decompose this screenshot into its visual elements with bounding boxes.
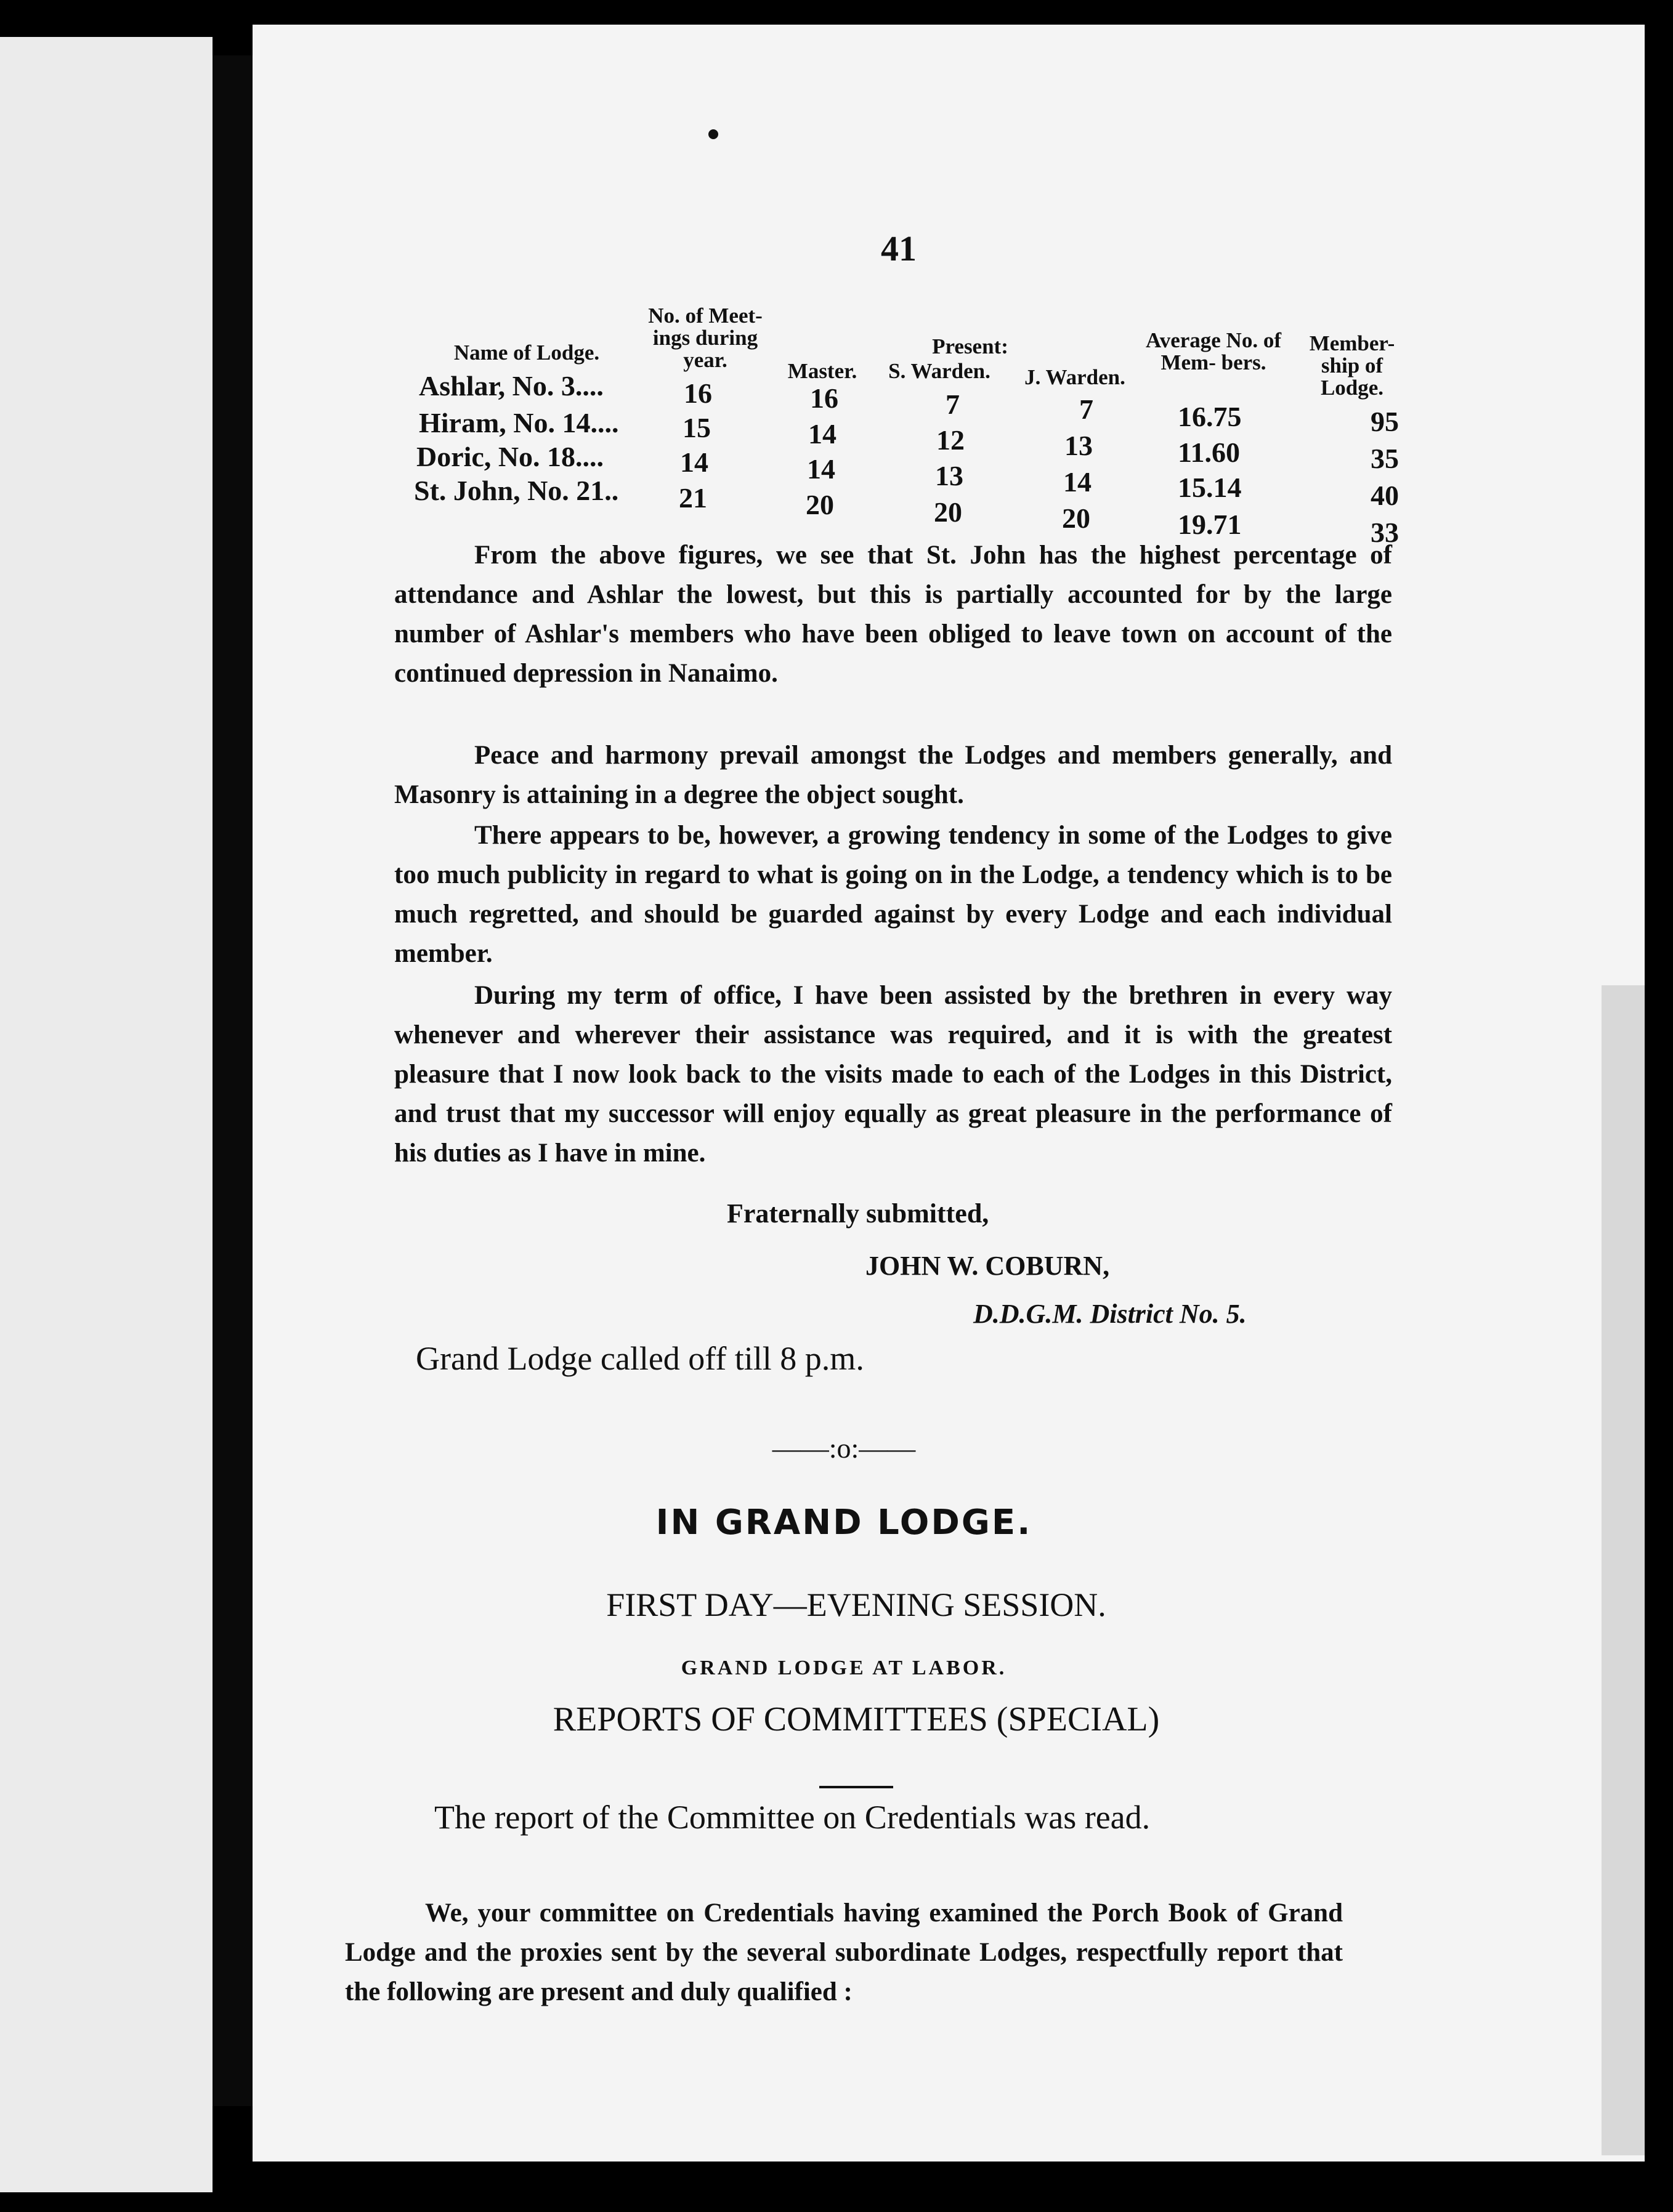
section-separator: ——:o:—— (772, 1432, 916, 1464)
paragraph-attendance: From the above figures, we see that St. John has the highest percentage of attendance and Ashlar the lowest, but this is partially accounted for by the large number of Ashlar's members who have been obliged to leave town on account of the continued depression in Nanaimo. (394, 541, 1392, 688)
row-s-warden: 7 (946, 389, 960, 420)
row-s-warden: 13 (935, 460, 963, 491)
row-name: Hiram, No. 14.... (419, 407, 619, 438)
page-number: 41 (881, 228, 917, 268)
row-master: 14 (807, 453, 835, 485)
row-master: 20 (806, 489, 834, 520)
row-j-warden: 13 (1064, 430, 1093, 461)
short-rule (819, 1786, 893, 1788)
header-j-warden: J. Warden. (1024, 365, 1125, 389)
paragraph-publicity: There appears to be, however, a growing tendency in some of the Lodges to give too much publicity in regard to what is going on in the Lodge, a tendency which is to be much regretted, and should be guarded against by every Lodge and each individual member. (394, 821, 1392, 968)
row-meetings: 15 (683, 412, 711, 443)
row-s-warden: 12 (936, 424, 965, 456)
paragraph-harmony: Peace and harmony prevail amongst the Lodges and members generally, and Masonry is attaining in a degree the object sought. (394, 741, 1392, 809)
header-s-warden: S. Warden. (888, 359, 990, 383)
row-membership: 33 (1371, 517, 1399, 548)
row-membership: 35 (1371, 443, 1399, 474)
row-j-warden: 7 (1079, 394, 1093, 425)
header-meetings: No. of Meet- ings during year. (648, 304, 763, 372)
report-read-line: The report of the Committee on Credentials was read. (434, 1799, 1151, 1836)
heading-evening-session: FIRST DAY—EVENING SESSION. (606, 1586, 1106, 1623)
row-average: 19.71 (1178, 509, 1242, 540)
row-average: 15.14 (1178, 472, 1242, 503)
row-j-warden: 14 (1063, 466, 1092, 498)
paragraph-credentials: We, your committee on Credentials having examined the Porch Book of Grand Lodge and the proxies sent by the several subordinate Lodges, respectfully report that the following are present and duly qualified : (345, 1899, 1343, 2006)
row-membership: 40 (1371, 480, 1399, 511)
signature-name: JOHN W. COBURN, (865, 1251, 1110, 1281)
row-average: 16.75 (1178, 401, 1242, 432)
row-s-warden: 20 (934, 496, 962, 528)
lodge-statistics-table (0, 0, 1673, 554)
row-membership: 95 (1371, 406, 1399, 437)
header-average: Average No. of Mem- bers. (1146, 328, 1281, 374)
heading-reports-of-committees: REPORTS OF COMMITTEES (SPECIAL) (553, 1700, 1160, 1738)
row-average: 11.60 (1178, 437, 1240, 468)
row-name: Ashlar, No. 3.... (419, 370, 604, 402)
row-meetings: 16 (684, 377, 712, 409)
closing-line: Fraternally submitted, (727, 1198, 989, 1229)
row-j-warden: 20 (1062, 503, 1090, 534)
row-meetings: 21 (679, 482, 707, 514)
row-name: St. John, No. 21.. (414, 475, 619, 506)
page-edge (1602, 985, 1645, 2155)
paragraph-term-of-office: During my term of office, I have been assisted by the brethren in every way whenever and wherever their assistance was required, and it is with the greatest pleasure that I now look back to the visits made to each of the Lodges in this District, and trust that my successor will enjoy equally as great pleasure in the performance of his duties as I have in mine. (394, 981, 1392, 1168)
header-present: Present: (932, 334, 1008, 358)
header-name: Name of Lodge. (453, 341, 600, 365)
row-master: 16 (810, 382, 838, 414)
heading-grand-lodge-at-labor: GRAND LODGE AT LABOR. (681, 1657, 1007, 1679)
called-off-line: Grand Lodge called off till 8 p.m. (416, 1340, 864, 1377)
header-membership: Member- ship of Lodge. (1309, 331, 1395, 400)
row-meetings: 14 (680, 446, 708, 478)
header-master: Master. (787, 359, 857, 383)
row-name: Doric, No. 18.... (416, 441, 604, 472)
signature-title: D.D.G.M. District No. 5. (973, 1299, 1247, 1329)
heading-in-grand-lodge: IN GRAND LODGE. (655, 1503, 1032, 1543)
row-master: 14 (808, 418, 836, 450)
